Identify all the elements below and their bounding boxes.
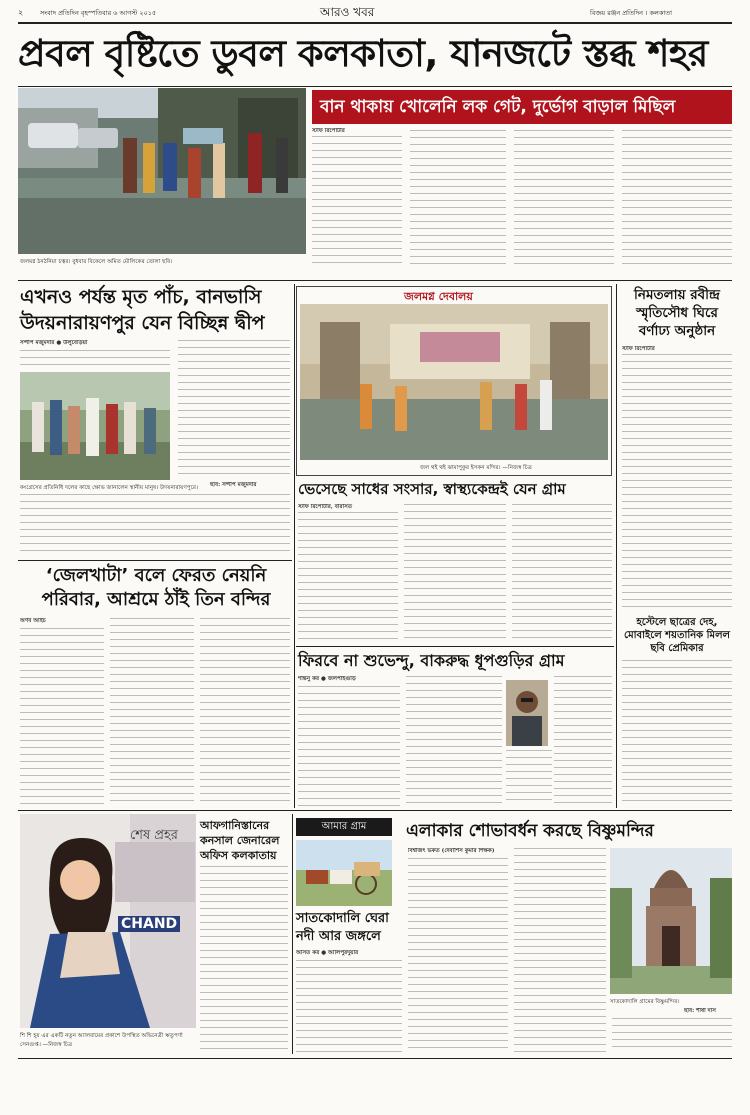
story5-col-1 [298, 512, 398, 642]
col-divider-bottom [292, 814, 293, 1054]
header-rule [18, 22, 732, 24]
story4-sub2-body [622, 660, 732, 806]
page-number: ২ [18, 8, 24, 17]
story2-bottom-rule [18, 560, 292, 561]
ox-cart-image [296, 840, 392, 906]
story7-portrait [506, 680, 548, 746]
lead-subhead-banner [312, 90, 732, 124]
lead-subhead: বান থাকায় খোলেনি লক গেট, দুর্ভোগ বাড়াল মিছিল [320, 97, 676, 117]
story2-intro [20, 350, 170, 368]
story10-photo-caption: সাতকোদালি গ্রামের বিষ্ণুমন্দির। [610, 999, 680, 1005]
story4-headline: নিমতলায় রবীন্দ্র স্মৃতিসৌধ ঘিরে বর্ণাঢ্য অনুষ্ঠান [634, 287, 720, 339]
crowd-image [20, 372, 170, 480]
story3-photo-caption: জল থই থই ঝামাপুকুর ইসকন মন্দির। —নিজস্ব চিত্র [420, 465, 532, 471]
story10-col-2 [514, 848, 606, 1052]
lead-column-2 [410, 130, 506, 266]
story10-col-1 [408, 858, 508, 1052]
story2-photo-caption: কংগ্রেসের প্রতিনিধি দলের কাছে ক্ষোভ জানালেন স্থানীয় মানুষ। উদয়নারায়ণপুরে। [20, 485, 198, 491]
story3-photo [300, 304, 608, 460]
story10-byline: বিশ্বজিৎ ভকত (দেবাশিস কুমার শিক্ষক) [408, 848, 495, 854]
story4-byline: স্টাফ রিপোর্টার [622, 346, 655, 352]
story7-col-3 [554, 676, 612, 806]
story6-headline: ‘জেলখাটা’ বলে ফেরত নেয়নি পরিবার, আশ্রমে ঠাঁই তিন বন্দির [41, 565, 271, 610]
lower-section-rule [18, 810, 732, 811]
story8-poster-sub: শেষ প্রহর [130, 828, 178, 843]
story5-byline: স্টাফ রিপোর্টার, বারাসত [298, 504, 353, 510]
story9-photo [296, 840, 392, 906]
story6-col-1 [20, 628, 104, 806]
flood-street-image [18, 88, 306, 254]
story7-col-1 [298, 686, 400, 806]
story10-photo [610, 848, 732, 994]
story6-col-2 [110, 618, 194, 806]
story10-credit: ছবি: শীর্ষা দাস [684, 1008, 716, 1014]
story7-byline: শান্তনু কর ● জলপাইগুড়ি [298, 676, 356, 682]
lead-column-1 [312, 136, 402, 266]
story2-col-1 [178, 340, 290, 480]
portrait-image [506, 680, 548, 746]
story7-col-4 [506, 750, 552, 806]
temple-image [300, 304, 608, 460]
story3-label: জলমগ্ন দেবালয় [404, 290, 473, 303]
story6-col-3 [200, 618, 290, 806]
story5-col-3 [512, 504, 612, 642]
lead-photo-caption: জলমগ্ন ঠনঠনিয়া চত্বর। বুধবার বিকেলে অমিত মৌলিকের তোলা ছবি। [20, 259, 173, 265]
story4-sub2: হস্টেলে ছাত্রের দেহ, মোবাইলে শয়তানিক মিলল ছবি প্রেমিকার [624, 617, 730, 654]
story4-body [622, 354, 732, 612]
lead-column-4 [622, 130, 732, 266]
story5-col-2 [404, 504, 506, 642]
story10-headline: এলাকার শোভাবর্ধন করছে বিষ্ণুমন্দির [406, 821, 654, 841]
lead-headline: প্রবল বৃষ্টিতে ডুবল কলকাতা, যানজটে স্তব্ধ শহর [18, 32, 708, 75]
story2-byline: সন্দীপ মজুমদার ● উলুবেড়িয়া [20, 340, 88, 346]
story8-poster-text: CHAND [118, 916, 180, 932]
story2-headline: এখনও পর্যন্ত মৃত পাঁচ, বানভাসি উদয়নারায়ণপুর যেন বিচ্ছিন্ন দ্বীপ [20, 286, 265, 334]
story10-col-3 [612, 1018, 732, 1052]
col-divider-left [294, 284, 295, 808]
story2-col-2 [20, 494, 290, 556]
story6-byline: অর্ণব আইচ [20, 618, 46, 624]
story8-photo-caption: শি শি হ্য় এর একটি নতুন অ্যালবামের প্রকাশে উপস্থিত অভিনেত্রী ঋতুপর্ণা সেনগুপ্ত। —নিজস্ব চিত্র [20, 1033, 183, 1048]
paper-date: সংবাদ প্রতিদিন বৃহস্পতিবার ৬ আগস্ট ২০১৫ [40, 9, 157, 17]
masthead-meta: বিজয় রঞ্জন প্রতিদিন । কলকাতা [590, 9, 673, 17]
story9-label-box [296, 818, 392, 836]
right-column-divider [616, 284, 617, 808]
story9-byline: অসিত কর ● আলিপুরদুয়ার [296, 950, 359, 956]
lead-bottom-rule [18, 280, 732, 281]
story9-section-label: আমার গ্রাম [321, 821, 367, 832]
story7-col-2 [406, 676, 502, 806]
section-title: আরও খবর [320, 5, 375, 19]
story5-headline: ভেসেছে সাধের সংসার, স্বাস্থ্যকেন্দ্রই যেন গ্রাম [298, 480, 566, 498]
story8-body [200, 866, 288, 1052]
lead-rule [18, 86, 732, 87]
story2-photo [20, 372, 170, 480]
story9-body [296, 960, 402, 1052]
lead-column-3 [514, 130, 614, 266]
story8-headline: আফগানিস্তানের কনসাল জেনারেল অফিস কলকাতায় [200, 819, 280, 862]
story7-headline: ফিরবে না শুভেন্দু, বাকরুদ্ধ ধূপগুড়ির গ্রাম [298, 651, 565, 670]
flood-photo [18, 88, 306, 254]
vishnu-temple-image [610, 848, 732, 994]
lead-byline: স্টাফ রিপোর্টার [312, 128, 345, 134]
footer-rule [18, 1058, 732, 1059]
story9-headline: সাতকোদালি ঘেরা নদী আর জঙ্গলে [296, 911, 389, 944]
story2-credit: ছবি: সন্দীপ মজুমদার [210, 482, 257, 488]
story7-top-rule [296, 646, 614, 647]
